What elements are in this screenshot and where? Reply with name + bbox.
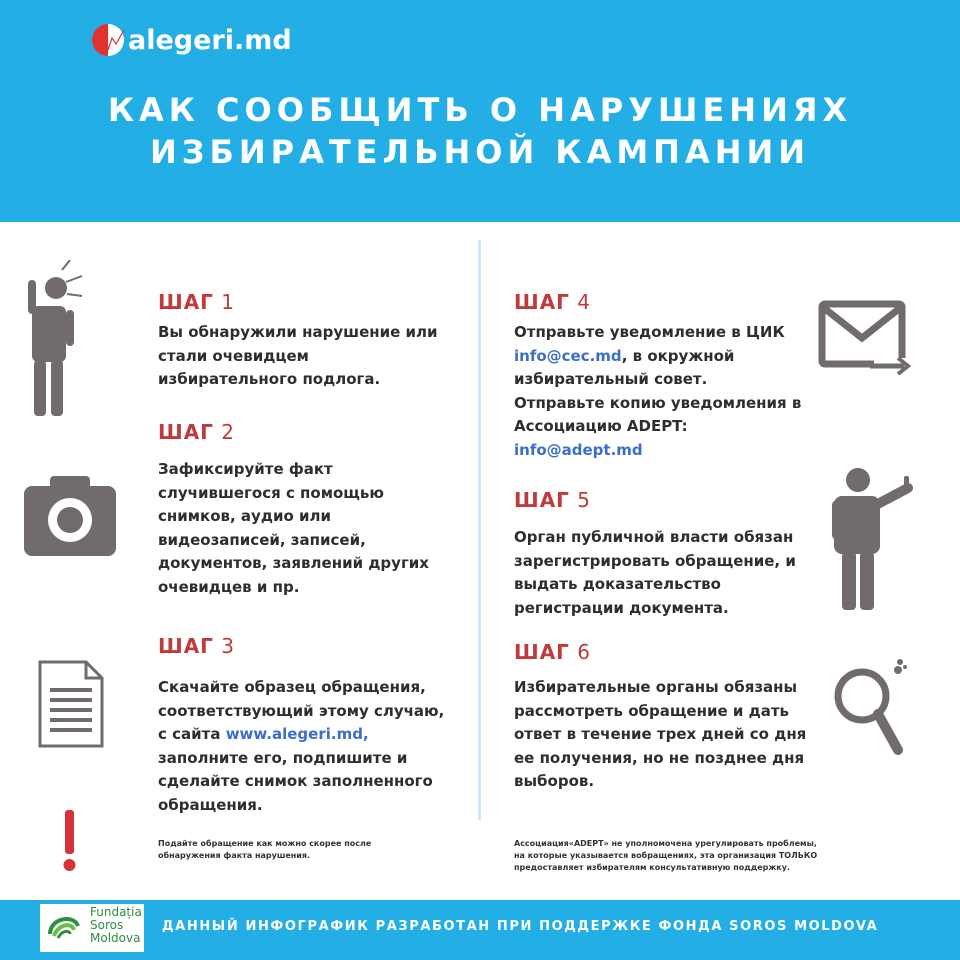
exclamation-icon xyxy=(60,808,80,874)
adept-email-link[interactable]: info@adept.md xyxy=(514,440,643,459)
footer-credit-text: ДАННЫЙ ИНФОГРАФИК РАЗРАБОТАН ПРИ ПОДДЕРЖКЕ ФОНДА SOROS MOLDOVA xyxy=(162,919,879,934)
step-3-heading: ШАГ 3 xyxy=(158,634,236,658)
step-6-text: Избирательные органы обязаны рассмотреть обращение и дать ответ в течение трех дней со дня ее получения, но не позднее дня выборов. xyxy=(514,678,807,790)
camera-icon xyxy=(24,474,116,556)
page-title-line1: КАК СООБЩИТЬ О НАРУШЕНИЯХ xyxy=(107,91,853,129)
envelope-send-icon xyxy=(818,300,914,380)
step-6-heading: ШАГ 6 xyxy=(514,640,592,664)
magnifier-icon xyxy=(834,658,918,758)
left-footnote: Подайте обращение как можно скорее после обнаружения факта нарушения. xyxy=(158,839,372,860)
column-divider xyxy=(478,240,481,820)
step-1-text: Вы обнаружили нарушение или стали очевидцем избирательного подлога. xyxy=(158,323,438,388)
step-5-heading: ШАГ 5 xyxy=(514,488,592,512)
site-logo[interactable] xyxy=(90,20,292,60)
page-title-line2: ИЗБИРАТЕЛЬНОЙ КАМПАНИИ xyxy=(149,133,811,171)
shouting-person-icon xyxy=(20,260,100,420)
step-1-heading: ШАГ 1 xyxy=(158,290,236,314)
soros-logo-mark-icon xyxy=(40,904,88,952)
logo-text: alegeri.md xyxy=(128,24,292,56)
document-icon xyxy=(38,660,104,748)
soros-logo-text: Fundația Soros Moldova xyxy=(90,905,142,945)
step-2-text: Зафиксируйте факт случившегося с помощью снимков, аудио или видеозаписей, записей, документов, заявлений других очевидцев и пр. xyxy=(158,460,429,596)
logo-mark-icon xyxy=(90,20,126,60)
pointing-person-icon xyxy=(828,466,918,612)
step-3-text: Скачайте образец обращения, соответствующий этому случаю, с сайта www.alegeri.md, заполните его, подпишите и сделайте снимок заполненного обращения. xyxy=(158,678,445,814)
alegeri-site-link[interactable]: www.alegeri.md, xyxy=(225,725,369,743)
step-2-heading: ШАГ 2 xyxy=(158,420,236,444)
step-4-text: Отправьте уведомление в ЦИК info@cec.md, в окружной избирательный совет. Отправьте копию уведомления в Ассоциацию ADEPT: info@adept.md xyxy=(514,321,801,462)
step-4-heading: ШАГ 4 xyxy=(514,290,592,314)
right-footnote: Ассоциация«ADEPT» не уполномочена урегулировать проблемы, на которые указывается вобращениях, эта организация ТОЛЬКО предоставляет избирателям консультативную поддержку. xyxy=(514,839,818,872)
step-5-text: Орган публичной власти обязан зарегистрировать обращение, и выдать доказательство регистрации документа. xyxy=(514,528,796,617)
cec-email-link[interactable]: info@cec.md xyxy=(514,346,622,365)
